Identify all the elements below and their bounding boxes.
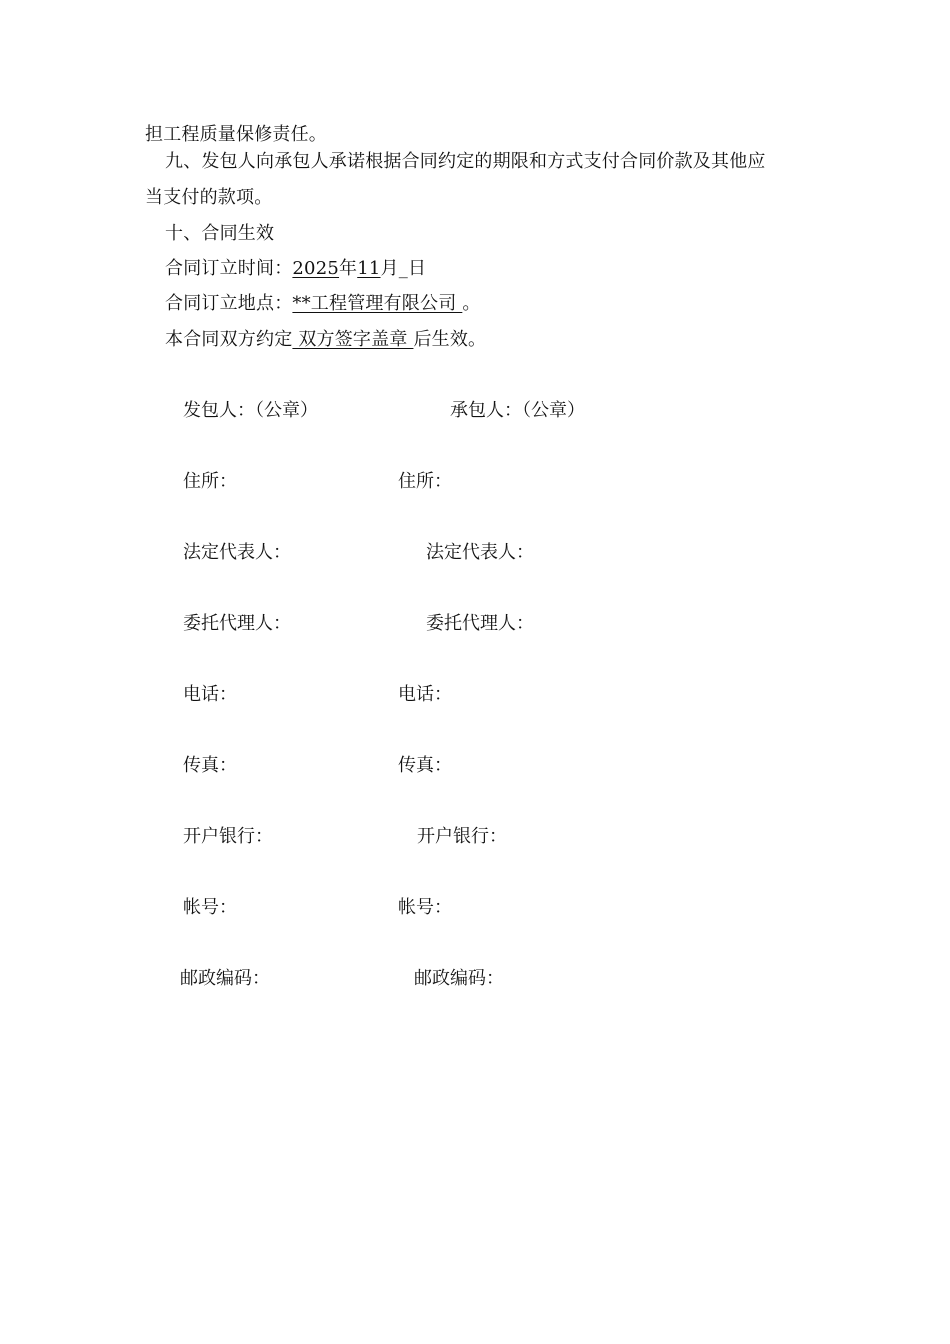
employer-fax-label: 传真： bbox=[183, 755, 237, 776]
paragraph-nine-line2: 当支付的款项。 bbox=[145, 187, 273, 208]
contractor-fax-label: 传真： bbox=[398, 755, 452, 776]
employer-legal-rep-label: 法定代表人： bbox=[183, 542, 291, 563]
contractor-party-seal: 承包人：（公章） bbox=[450, 400, 585, 421]
sign-time-label: 合同订立时间： bbox=[165, 258, 293, 279]
contractor-agent-label: 委托代理人： bbox=[426, 613, 534, 634]
sign-year-unit: 年 bbox=[339, 258, 358, 279]
sign-month: 11 bbox=[357, 258, 381, 279]
employer-postcode-label: 邮政编码： bbox=[180, 968, 270, 989]
contractor-postcode-label: 邮政编码： bbox=[414, 968, 504, 989]
contractor-account-label: 帐号： bbox=[398, 897, 452, 918]
employer-bank-label: 开户银行： bbox=[183, 826, 273, 847]
employer-account-label: 帐号： bbox=[183, 897, 237, 918]
sign-year: 2025 bbox=[292, 258, 340, 279]
contractor-legal-rep-label: 法定代表人： bbox=[426, 542, 534, 563]
sign-day-unit: 日 bbox=[407, 258, 427, 279]
section-title-contract-effect: 十、合同生效 bbox=[165, 223, 275, 244]
sign-place-end: 。 bbox=[462, 293, 481, 314]
sign-place-label: 合同订立地点： bbox=[165, 293, 293, 314]
sign-time-line bbox=[165, 257, 426, 281]
sign-day-blank: _ bbox=[398, 258, 408, 279]
sign-month-unit: 月 bbox=[380, 258, 399, 279]
employer-address-label: 住所： bbox=[183, 471, 237, 492]
contractor-phone-label: 电话： bbox=[398, 684, 452, 705]
effect-condition-value: 双方签字盖章 bbox=[292, 329, 414, 350]
paragraph-nine-line1: 九、发包人向承包人承诺根据合同约定的期限和方式支付合同价款及其他应 bbox=[165, 151, 766, 172]
sign-place-line bbox=[165, 292, 481, 316]
paragraph-warranty-end: 担工程质量保修责任。 bbox=[145, 124, 327, 145]
effect-suffix: 后生效。 bbox=[413, 329, 487, 350]
employer-agent-label: 委托代理人： bbox=[183, 613, 291, 634]
employer-phone-label: 电话： bbox=[183, 684, 237, 705]
employer-party-seal: 发包人：（公章） bbox=[183, 400, 318, 421]
effect-prefix: 本合同双方约定 bbox=[165, 329, 293, 350]
contractor-bank-label: 开户银行： bbox=[417, 826, 507, 847]
contractor-address-label: 住所： bbox=[398, 471, 452, 492]
effect-condition-line bbox=[165, 328, 486, 352]
sign-place-value: **工程管理有限公司 bbox=[292, 293, 463, 314]
